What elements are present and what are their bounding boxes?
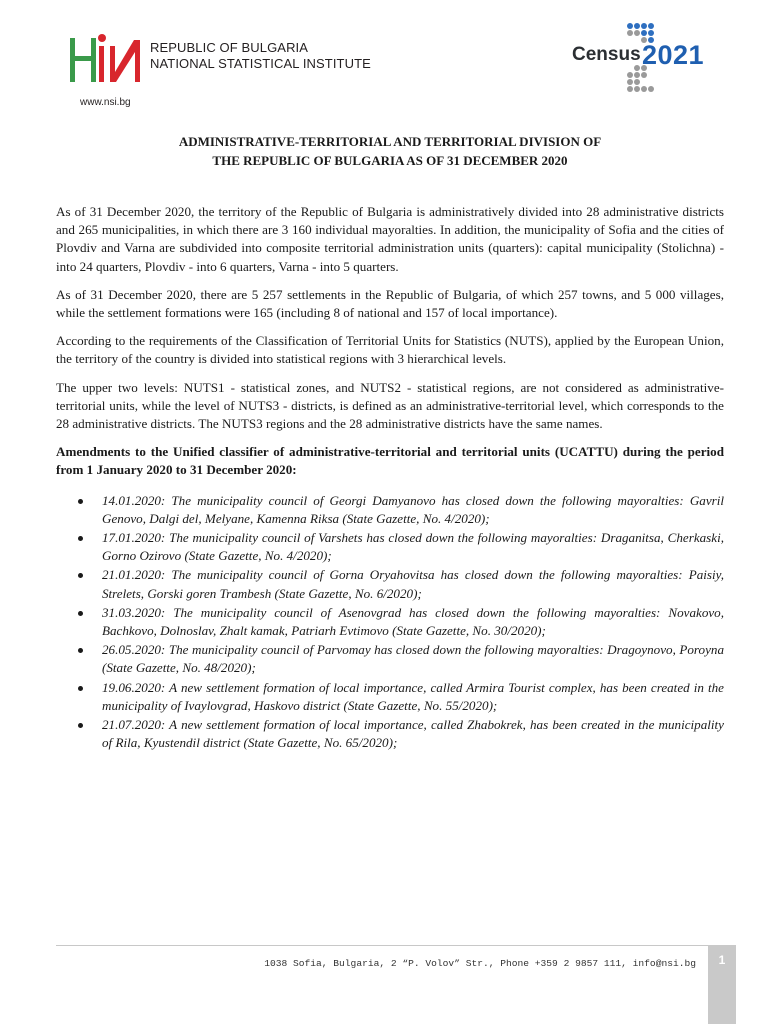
organization-name [150, 40, 371, 72]
paragraph-divisions: As of 31 December 2020, the territory of the Republic of Bulgaria is administratively divided into 28 administrative districts and 265 municipalities, in which there are 3 160 individual mayoralties. In addition, the municipality of Sofia and the cities of Plovdiv and Varna are subdivided into composite territorial administration units (quarters): capital municipality (Stolichna) - into 24 quarters, Plovdiv - into 6 quarters, Varna - into 5 quarters. [56, 204, 724, 274]
amendments-list [56, 492, 724, 753]
document-title-line1: ADMINISTRATIVE-TERRITORIAL AND TERRITORIAL DIVISION OF [178, 134, 602, 149]
bullet-icon [78, 536, 83, 541]
amendment-text: 31.03.2020: The municipality council of Asenovgrad has closed down the following mayoralties: Novakovo, Bachkovo, Dolnoslav, Zhalt kamak, Patriarh Evtimovo (State Gazette, No. 30/2020); [102, 604, 724, 639]
website-url[interactable]: www.nsi.bg [80, 97, 131, 108]
bullet-icon [78, 611, 83, 616]
list-item [56, 716, 724, 752]
organization-name-line2: NATIONAL STATISTICAL INSTITUTE [150, 56, 371, 71]
paragraph-nuts: According to the requirements of the Classification of Territorial Units for Statistics (NUTS), applied by the European Union, the territory of the country is divided into statistical regions with 3 hierarchical levels. [56, 333, 724, 367]
list-item [56, 492, 724, 528]
amendments-heading: Amendments to the Unified classifier of administrative-territorial and territorial units (UCATTU) during the period from 1 January 2020 to 31 December 2020: [56, 444, 724, 478]
bullet-icon [78, 686, 83, 691]
amendment-text: 17.01.2020: The municipality council of Varshets has closed down the following mayoralties: Draganitsa, Cherkaski, Gorno Ozirovo (State Gazette, No. 4/2020); [102, 530, 724, 564]
list-item [56, 604, 724, 640]
paragraph-settlements: As of 31 December 2020, there are 5 257 settlements in the Republic of Bulgaria, of which 257 towns, and 5 000 villages, while the settlement formations were 165 (including 8 of national and 157 of local importance). [56, 286, 724, 321]
census-2021-logo [570, 20, 720, 92]
document-title-line2: THE REPUBLIC OF BULGARIA AS OF 31 DECEMBER 2020 [212, 153, 568, 168]
bullet-icon [78, 499, 83, 504]
footer-contact: 1038 Sofia, Bulgaria, 2 “P. Volov” Str., Phone +359 2 9857 111, info@nsi.bg [264, 958, 696, 969]
bullet-icon [78, 723, 83, 728]
nsi-logo-icon [68, 32, 146, 84]
page-number: 1 [718, 953, 726, 967]
list-item [56, 679, 724, 715]
bullet-icon [78, 648, 83, 653]
list-item [56, 641, 724, 677]
page-header [0, 0, 770, 120]
amendment-text: 21.01.2020: The municipality council of Gorna Oryahovitsa has closed down the following mayoralties: Paisiy, Strelets, Gorski goren Trambesh (State Gazette, No. 6/2020); [102, 567, 724, 601]
paragraph-nuts-levels: The upper two levels: NUTS1 - statistical zones, and NUTS2 - statistical regions, are not considered as administrative-territorial units, while the level of NUTS3 - districts, is defined as an administrative-territorial level, which corresponds to the 28 administrative districts. The NUTS3 regions and the 28 administrative districts have the same names. [56, 379, 724, 432]
amendment-text: 14.01.2020: The municipality council of Georgi Damyanovo has closed down the following mayoralties: Gavril Genovo, Dalgi del, Melyane, Kamenna Riksa (State Gazette, No. 4/2020); [102, 492, 724, 526]
document-body [56, 203, 724, 753]
list-item [56, 529, 724, 565]
page-number-tab [708, 945, 736, 1024]
list-item [56, 566, 724, 602]
organization-name-line1: REPUBLIC OF BULGARIA [150, 40, 309, 55]
census-year: 2021 [642, 40, 705, 70]
bullet-icon [78, 573, 83, 578]
census-word: Census [572, 44, 641, 65]
amendment-text: 19.06.2020: A new settlement formation of local importance, called Armira Tourist complex, has been created in the municipality of Ivaylovgrad, Haskovo district (State Gazette, No. 55/2020); [102, 679, 724, 713]
amendment-text: 21.07.2020: A new settlement formation of local importance, called Zhabokrek, has been created in the municipality of Rila, Kyustendil district (State Gazette, No. 65/2020); [102, 717, 724, 751]
amendment-text: 26.05.2020: The municipality council of Parvomay has closed down the following mayoralties: Dragoynovo, Poroyna (State Gazette, No. 48/2020); [102, 642, 724, 676]
footer-divider [56, 945, 708, 946]
document-title [56, 132, 724, 170]
